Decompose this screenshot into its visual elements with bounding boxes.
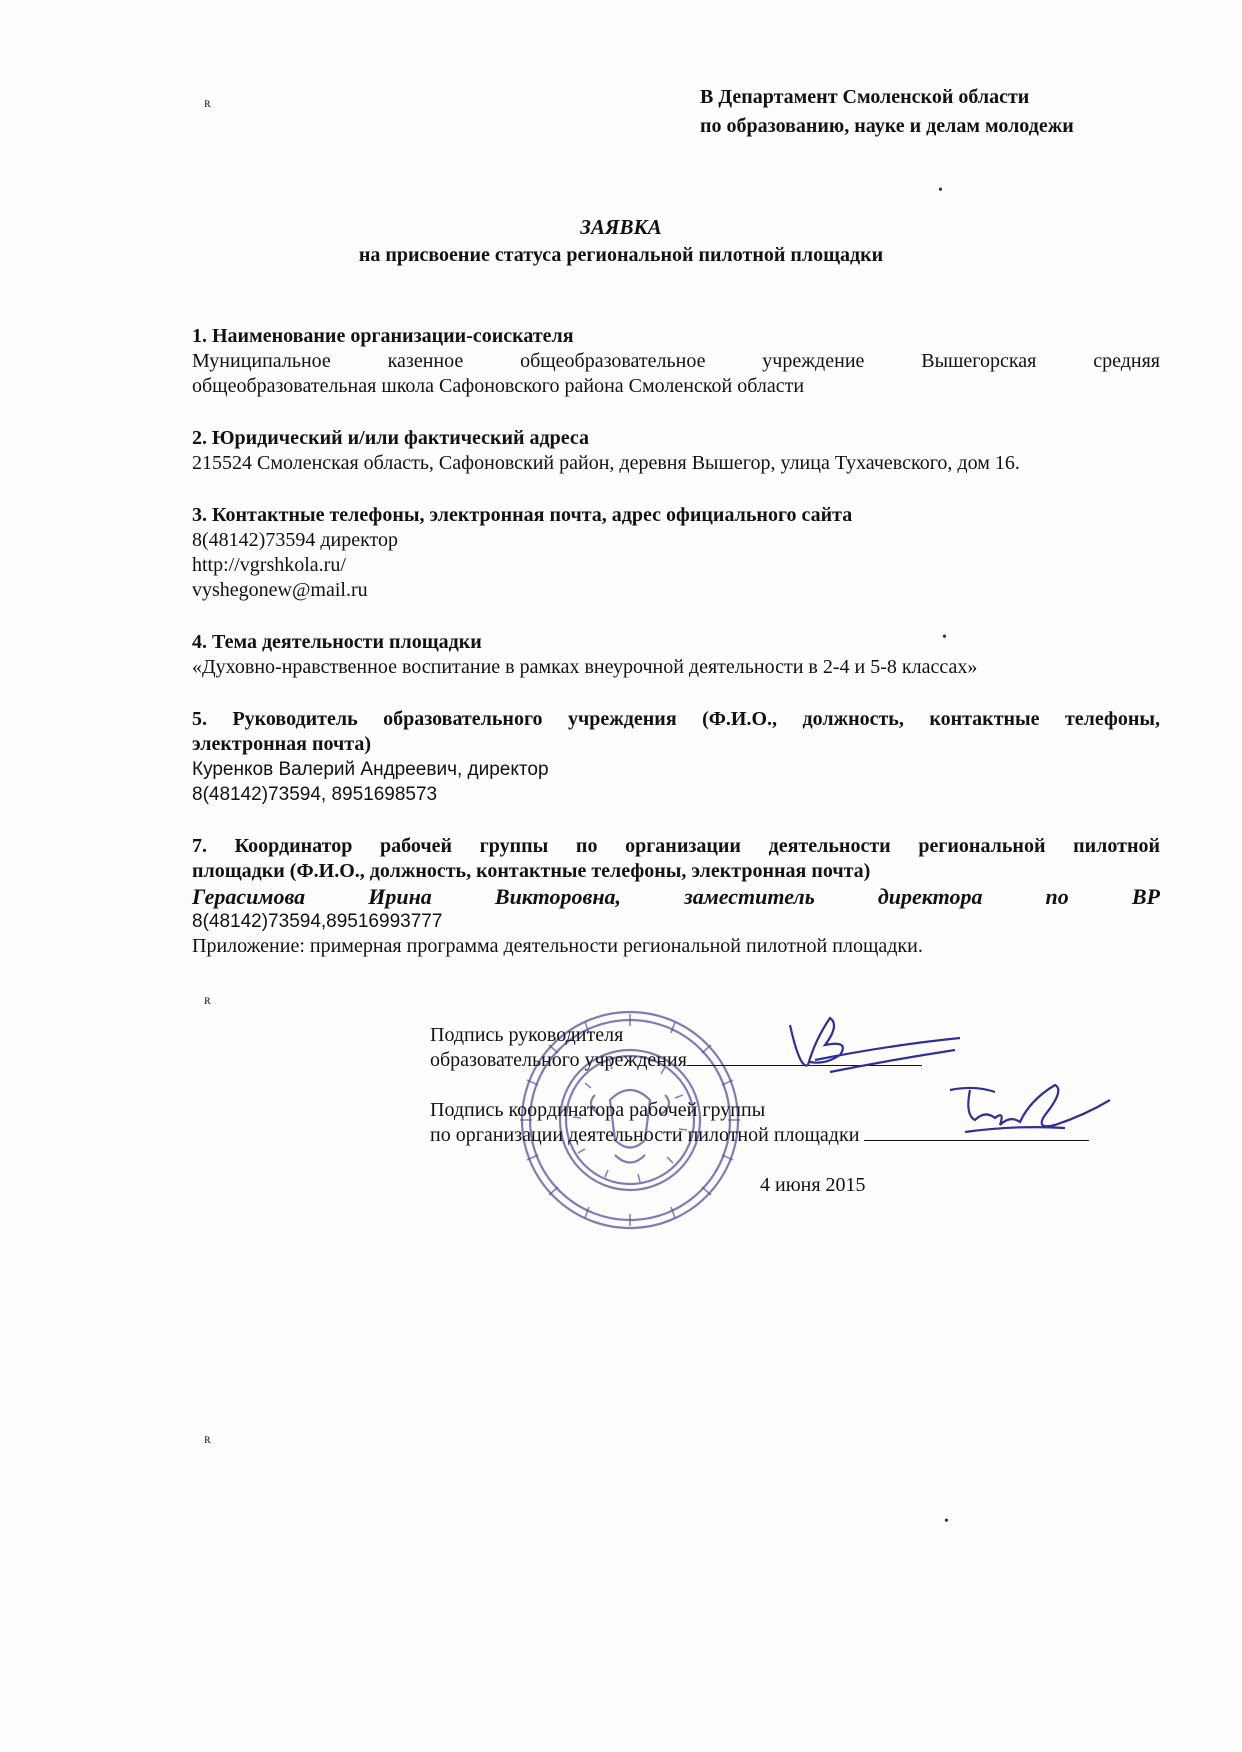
section-heading: 2. Юридический и/или фактический адреса xyxy=(192,427,590,449)
document-body xyxy=(192,324,1160,986)
scan-artifact: ʀ xyxy=(204,993,211,1008)
section-heading: площадки (Ф.И.О., должность, контактные телефоны, электронная почта) xyxy=(192,860,871,882)
section-heading: 7. Координатор рабочей группы по организации деятельности региональной пилотной xyxy=(192,835,1160,857)
attachment-note: Приложение: примерная программа деятельности региональной пилотной площадки. xyxy=(192,935,923,957)
contact-website: http://vgrshkola.ru/ xyxy=(192,554,346,576)
section-text-line: общеобразовательная школа Сафоновского района Смоленской области xyxy=(192,375,805,397)
section-heading: 1. Наименование организации-соискателя xyxy=(192,325,574,347)
section-contacts xyxy=(192,503,1160,603)
contact-email: vyshegonew@mail.ru xyxy=(192,579,368,601)
head-signature-label-1: Подпись руководителя xyxy=(430,1024,624,1046)
coordinator-phones: 8(48142)73594,89516993777 xyxy=(192,911,443,932)
document-title: ЗАЯВКА xyxy=(580,215,662,239)
coord-signature-label-2: по организации деятельности пилотной площадки xyxy=(430,1124,860,1146)
section-heading: 3. Контактные телефоны, электронная почта, адрес официального сайта xyxy=(192,504,853,526)
head-name: Куренков Валерий Андреевич, директор xyxy=(192,759,549,780)
addressee-block xyxy=(700,83,1074,141)
section-address xyxy=(192,426,1160,476)
scan-artifact: ʀ xyxy=(204,1432,211,1447)
contact-phone: 8(48142)73594 директор xyxy=(192,529,399,551)
document-date: 4 июня 2015 xyxy=(760,1174,866,1196)
section-heading: 4. Тема деятельности площадки xyxy=(192,631,482,653)
coord-signature-label-1: Подпись координатора рабочей группы xyxy=(430,1099,766,1121)
addressee-line-1: В Департамент Смоленской области xyxy=(700,86,1030,108)
section-head xyxy=(192,707,1160,807)
scan-artifact: • xyxy=(942,630,947,645)
head-signature-label-2: образовательного учреждения xyxy=(430,1049,687,1071)
scan-artifact: ʀ xyxy=(204,96,211,111)
scan-artifact: • xyxy=(944,1514,949,1529)
section-organization xyxy=(192,324,1160,399)
section-text-line: «Духовно-нравственное воспитание в рамках внеурочной деятельности в 2-4 и 5-8 классах» xyxy=(192,656,978,678)
section-heading: 5. Руководитель образовательного учреждения (Ф.И.О., должность, контактные телефоны, xyxy=(192,708,1160,730)
section-coordinator xyxy=(192,834,1160,959)
coordinator-name: Герасимова Ирина Викторовна, заместитель директора по ВР xyxy=(192,884,1160,909)
scan-artifact: • xyxy=(938,183,943,198)
section-topic xyxy=(192,630,1160,680)
addressee-line-2: по образованию, науке и делам молодежи xyxy=(700,115,1074,137)
coordinator-signature-mark xyxy=(935,1070,1125,1160)
document-subtitle: на присвоение статуса региональной пилотной площадки xyxy=(358,244,884,266)
section-text-line: Муниципальное казенное общеобразовательное учреждение Вышегорская средняя xyxy=(192,350,1160,372)
head-phones: 8(48142)73594, 8951698573 xyxy=(192,784,438,805)
section-text-line: 215524 Смоленская область, Сафоновский район, деревня Вышегор, улица Тухачевского, дом 16. xyxy=(192,452,1020,474)
section-heading: электронная почта) xyxy=(192,733,371,755)
